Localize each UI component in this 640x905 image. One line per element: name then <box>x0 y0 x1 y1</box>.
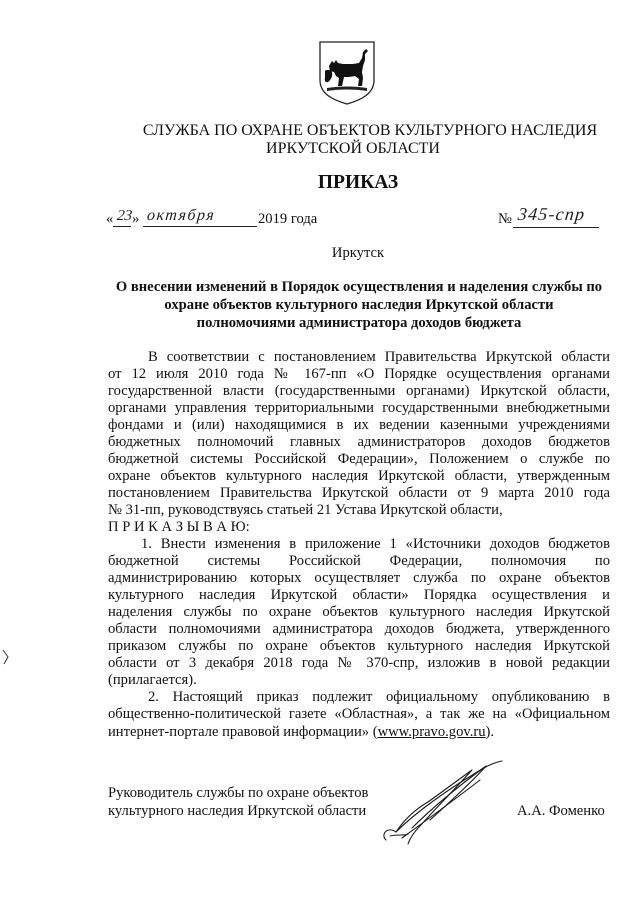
body-text: интернет-портале правовой информации» ( <box>108 723 378 740</box>
body-line: государственной власти (государственными органами) Иркутской области, <box>108 382 610 399</box>
item-1-paragraph <box>108 536 610 689</box>
date-open-quote: « <box>106 211 114 227</box>
organization-name-line1: СЛУЖБА ПО ОХРАНЕ ОБЪЕКТОВ КУЛЬТУРНОГО НАСЛЕДИЯ <box>142 122 598 139</box>
pravo-gov-link: www.pravo.gov.ru <box>377 723 486 740</box>
signatory-position <box>108 784 368 820</box>
order-body <box>108 349 610 741</box>
date-close-quote: » <box>132 211 140 227</box>
body-line: 1. Внести изменения в приложение 1 «Источники доходов бюджетов <box>141 536 610 553</box>
order-title <box>108 278 610 332</box>
body-line: общественно-политической газете «Областная», а так же на «Официальном <box>108 706 610 723</box>
body-line: наделения службы по охране объектов культурного наследия Иркутской <box>108 604 610 621</box>
body-line: (прилагается). <box>108 672 197 689</box>
body-line: охране объектов культурного наследия Иркутской области, утвержденным <box>108 467 610 484</box>
body-line: 2. Настоящий приказ подлежит официальному опубликованию в <box>148 689 610 706</box>
title-line: О внесении изменений в Порядок осуществления и наделения службы по <box>115 279 603 295</box>
title-line: охране объектов культурного наследия Иркутской области <box>164 297 554 313</box>
body-line: постановлением Правительства Иркутской области от 9 марта 2010 года <box>108 484 610 501</box>
body-line: органами управления территориальными государственными внебюджетными <box>108 399 610 416</box>
coat-of-arms-graphic <box>317 40 377 106</box>
handwritten-signature-icon <box>372 752 504 848</box>
signatory-position-line: Руководитель службы по охране объектов <box>108 785 369 801</box>
number-sign: № <box>498 211 512 227</box>
margin-pen-mark <box>1 648 11 666</box>
body-text: ). <box>485 723 495 740</box>
item-2-paragraph <box>108 689 610 740</box>
body-line: области полномочиями администратора доходов бюджета, утвержденного <box>108 621 610 638</box>
body-line: фондами и (или) находящимися в их ведении казенными учреждениями <box>108 416 610 433</box>
date-month-handwritten: октября <box>146 207 217 224</box>
body-line: приказом службы по охране объектов культурного наследия Иркутской <box>108 638 610 655</box>
body-line: № 31-пп, руководствуясь статьей 21 Устава Иркутской области, <box>108 501 503 518</box>
order-word: П Р И К А З Ы В А Ю: <box>108 518 250 535</box>
signatory-name: А.А. Фоменко <box>517 803 605 819</box>
city-name: Иркутск <box>331 245 385 261</box>
date-month-underline <box>143 226 257 227</box>
body-line: от 12 июля 2010 года № 167-пп «О Порядке осуществления органами <box>108 365 610 382</box>
document-type-title: ПРИКАЗ <box>317 172 399 193</box>
organization-name-line2: ИРКУТСКОЙ ОБЛАСТИ <box>266 140 440 157</box>
date-day-underline <box>113 226 131 227</box>
date-day-handwritten: 23 <box>116 208 133 224</box>
body-line: культурного наследия Иркутской области» Порядка осуществления и <box>108 587 610 604</box>
body-line: бюджетной системы Российской Федерации, полномочия по <box>108 553 610 570</box>
body-line: области от 3 декабря 2018 года № 370-спр, изложив в новой редакции <box>108 655 610 672</box>
body-line: администрированию которых осуществляет служба по охране объектов <box>108 570 610 587</box>
order-number-handwritten: 345-спр <box>516 204 587 224</box>
body-line: В соответствии с постановлением Правительства Иркутской области <box>148 348 610 365</box>
body-line: бюджетных полномочий главных администраторов доходов бюджетов <box>108 433 610 450</box>
body-line <box>108 724 610 741</box>
preamble-paragraph <box>108 349 610 519</box>
order-number-underline <box>513 227 599 228</box>
date-year: 2019 года <box>258 211 318 227</box>
body-line: бюджетной системы Российской Федерации», Положением о службе по <box>108 450 610 467</box>
signatory-position-line: культурного наследия Иркутской области <box>108 803 367 819</box>
title-line: полномочиями администратора доходов бюджета <box>196 315 522 331</box>
coat-of-arms-icon <box>317 40 377 106</box>
